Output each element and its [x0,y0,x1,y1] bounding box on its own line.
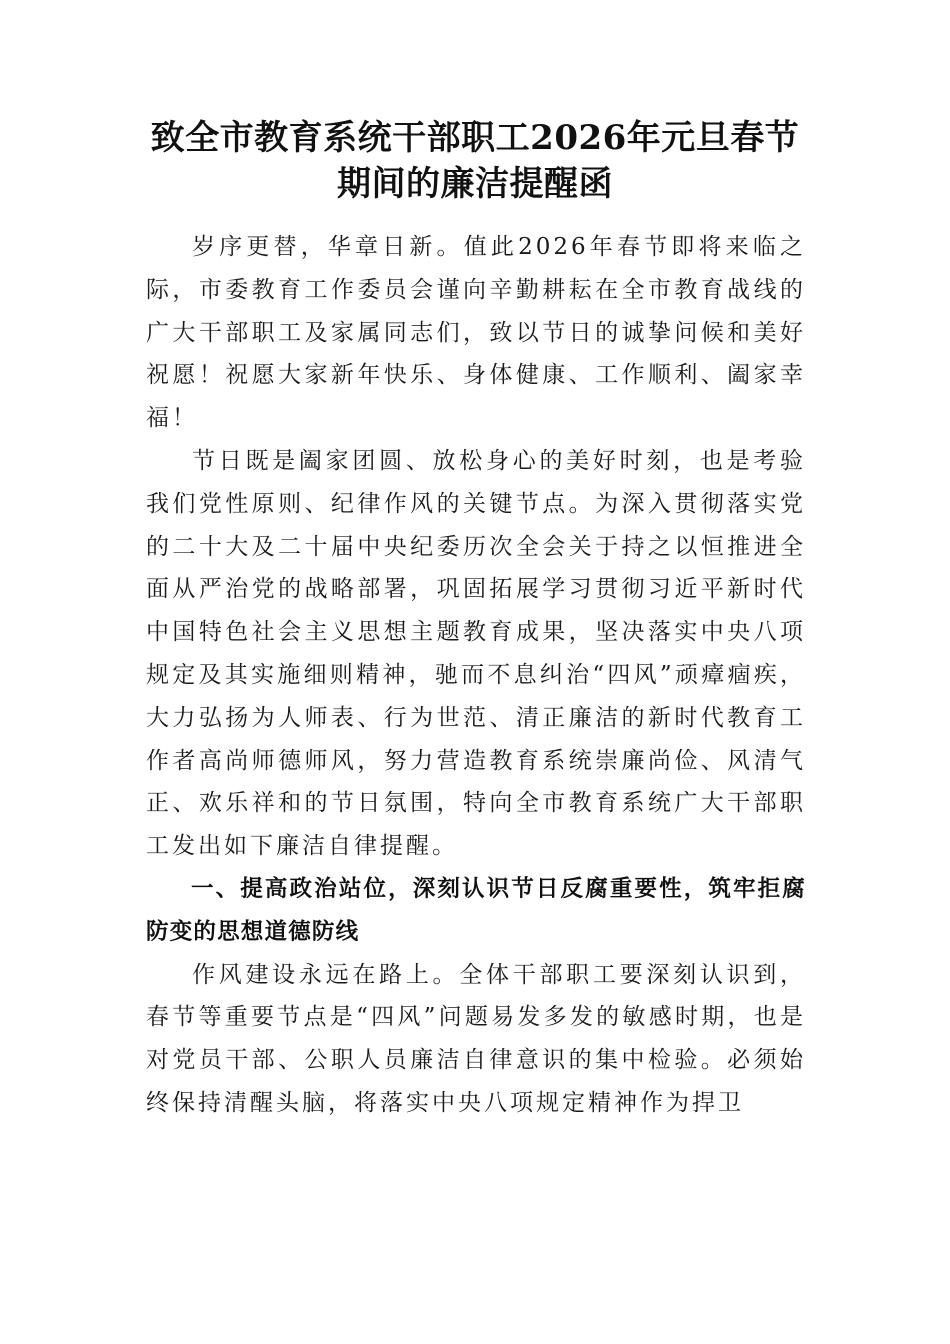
section-1-paragraph: 作风建设永远在路上。全体干部职工要深刻认识到，春节等重要节点是“四风”问题易发多发的敏感时期，也是对党员干部、公职人员廉洁自律意识的集中检验。必须始终保持清醒头脑，将落实中央八项规定精神作为捍卫 [146,961,806,1116]
document-title [140,115,810,207]
document-body [146,226,806,1125]
title-line-1: 致全市教育系统干部职工2026年元旦春节 [150,118,800,158]
title-line-2: 期间的廉洁提醒函 [337,164,613,204]
greeting-paragraph: 岁序更替，华章日新。值此2026年春节即将来临之际，市委教育工作委员会谨向辛勤耕耘在全市教育战线的广大干部职工及家属同志们，致以节日的诚挚问候和美好祝愿！祝愿大家新年快乐、身体健康、工作顺利、阖家幸福！ [146,234,806,432]
section-1-heading: 一、提高政治站位，深刻认识节日反腐重要性，筑牢拒腐防变的思想道德防线 [146,875,806,945]
purpose-paragraph: 节日既是阖家团圆、放松身心的美好时刻，也是考验我们党性原则、纪律作风的关键节点。为深入贯彻落实党的二十大及二十届中央纪委历次全会关于持之以恒推进全面从严治党的战略部署，巩固拓展学习贯彻习近平新时代中国特色社会主义思想主题教育成果，坚决落实中央八项规定及其实施细则精神，驰而不息纠治“四风”顽瘴痼疾，大力弘扬为人师表、行为世范、清正廉洁的新时代教育工作者高尚师德师风，努力营造教育系统崇廉尚俭、风清气正、欢乐祥和的节日氛围，特向全市教育系统广大干部职工发出如下廉洁自律提醒。 [146,447,806,860]
